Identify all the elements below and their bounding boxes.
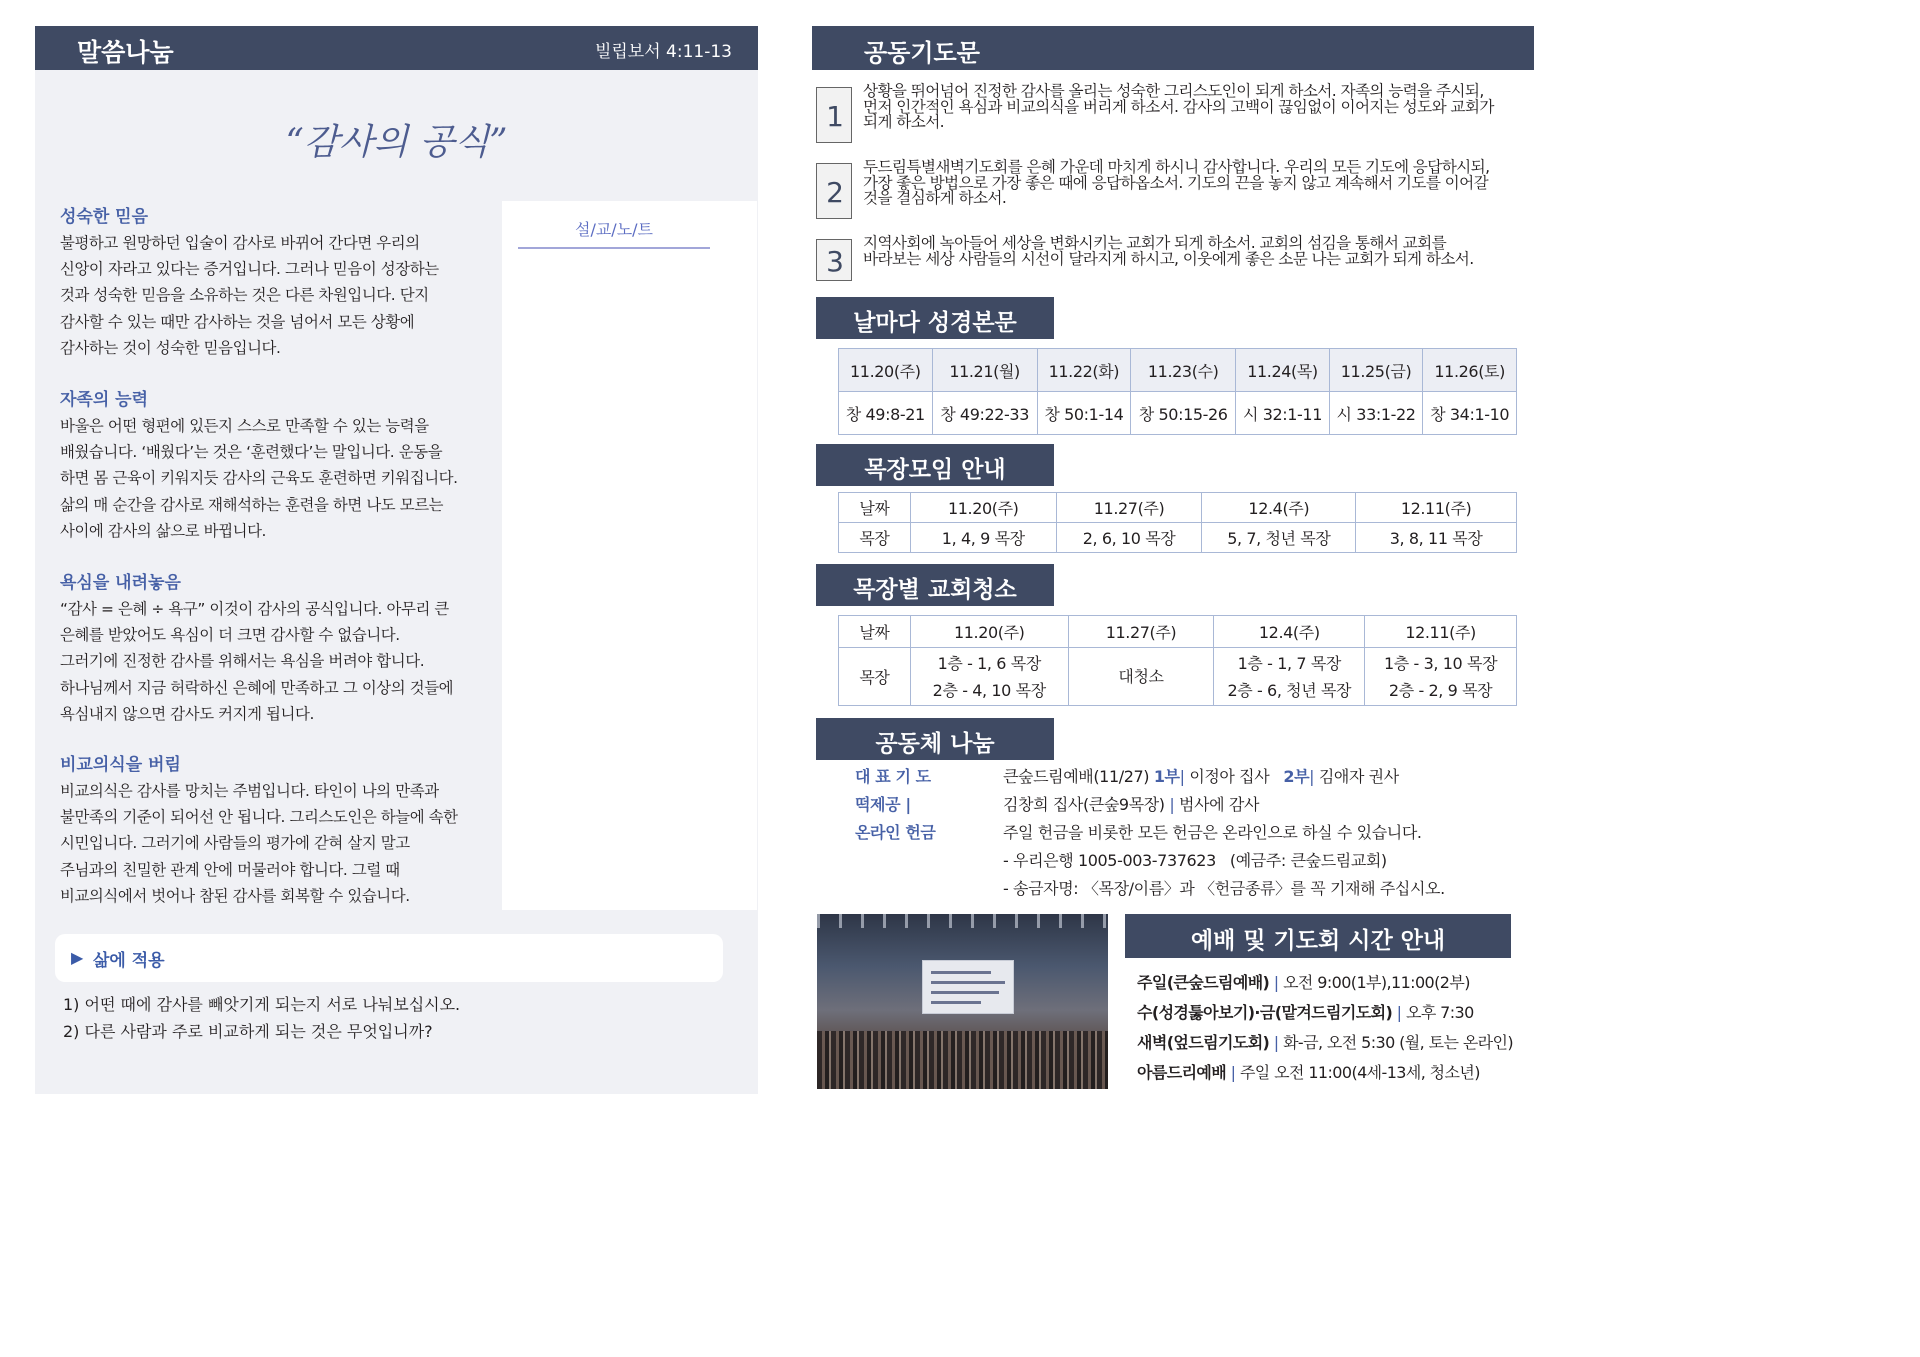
passage-cell: 창 49:8-21 — [839, 392, 933, 435]
assignment-line: 1층 - 1, 6 목장 — [937, 653, 1041, 673]
body-line: 주님과의 친밀한 관계 안에 머물러야 합니다. 그럴 때 — [60, 860, 400, 879]
section-title: 욕심을 내려놓음 — [60, 573, 181, 593]
passage-cell: 창 34:1-10 — [1423, 392, 1517, 435]
assignment-line: 1층 - 3, 10 목장 — [1384, 653, 1498, 673]
sermon-title: “감사의 공식” — [285, 122, 508, 163]
church-cleaning-header — [816, 564, 1054, 606]
online-offering-line: - 우리은행 1005-003-737623 (예금주: 큰숲드림교회) — [1003, 851, 1387, 870]
passage-cell: 시 33:1-22 — [1329, 392, 1423, 435]
worship-time: 오후 7:30 — [1405, 1003, 1474, 1022]
prayer-line: 가장 좋은 방법으로 가장 좋은 때에 응답하옵소서. 기도의 끈을 놓지 않고 계속해서 기도를 이어갈 — [863, 173, 1489, 192]
prayer-number-box — [816, 239, 852, 281]
online-offering-line: 주일 헌금을 비롯한 모든 헌금은 온라인으로 하실 수 있습니다. — [1003, 823, 1422, 842]
prayer-text — [863, 84, 1539, 131]
church-cleaning-table — [838, 615, 1517, 706]
body-line: 바울은 어떤 형편에 있든지 스스로 만족할 수 있는 능력을 — [60, 417, 429, 435]
body-line: 것과 성숙한 믿음을 소유하는 것은 다른 차원입니다. 단지 — [60, 286, 429, 305]
worship-item: 주일(큰숲드림예배) | 오전 9:00(1부),11:00(2부) — [1137, 973, 1470, 992]
section-body — [60, 413, 485, 544]
row-label: 날짜 — [839, 616, 911, 648]
rice-cake-donor: 김창희 집사(큰숲9목장) — [1003, 795, 1165, 814]
body-line: 그러기에 진정한 감사를 위해서는 욕심을 버려야 합니다. — [60, 652, 425, 671]
prayer-number: 2 — [826, 176, 844, 209]
prayer-line: 지역사회에 녹아들어 세상을 변화시키는 교회가 되게 하소서. 교회의 섬김을 통해서 교회를 — [863, 234, 1447, 252]
group-cell: 2, 6, 10 목장 — [1056, 523, 1202, 553]
worship-item: 아름드리예배 | 주일 오전 11:00(4세-13세, 청소년) — [1137, 1063, 1480, 1082]
representative-prayer-label: 대 표 기 도 — [855, 767, 931, 786]
apply-label: 삶에 적용 — [93, 951, 165, 971]
worship-item: 새벽(엎드림기도회) | 화-금, 오전 5:30 (월, 토는 온라인) — [1137, 1033, 1514, 1052]
date-cell: 11.20(주) — [839, 349, 933, 392]
date-cell: 11.20(주) — [910, 493, 1056, 523]
online-offering-label: 온라인 헌금 — [855, 823, 936, 842]
worship-name: 아름드리예배 — [1137, 1063, 1227, 1082]
table-row — [839, 392, 1517, 435]
crowd — [817, 1031, 1108, 1089]
body-line: 배웠습니다. ‘배웠다’는 것은 ‘훈련했다’는 말입니다. 운동을 — [60, 443, 443, 462]
online-offering-line: - 송금자명: 〈목장/이름〉과 〈헌금종류〉를 꼭 기재해 주십시오. — [1003, 879, 1445, 898]
prayer-number-box — [816, 163, 852, 219]
prayer-line: 먼저 인간적인 욕심과 비교의식을 버리게 하소서. 감사의 고백이 끊임없이 이어지는 성도와 교회가 — [863, 97, 1494, 116]
worship-time: 오전 9:00(1부),11:00(2부) — [1283, 973, 1470, 992]
body-line: 신앙이 자라고 있다는 증거입니다. 그러나 믿음이 성장하는 — [60, 260, 439, 279]
part2-label: 2부 — [1283, 767, 1310, 786]
mokjang-meeting-title: 목장모임 안내 — [864, 457, 1006, 483]
rice-cake-label: 떡제공 | — [855, 795, 911, 814]
sermon-section — [60, 754, 485, 909]
worship-times-title: 예배 및 기도회 시간 안내 — [1190, 928, 1446, 954]
community-sharing-header — [816, 718, 1054, 760]
part2-name: 김애자 권사 — [1318, 767, 1399, 786]
body-line: 시민입니다. 그러기에 사람들의 평가에 갇혀 살지 말고 — [60, 834, 410, 853]
worship-name: 수(성경툻아보기)·금(맡겨드림기도회) — [1137, 1003, 1393, 1022]
row-label: 목장 — [839, 523, 911, 553]
prayer-number: 3 — [826, 245, 844, 278]
passage-cell: 시 32:1-11 — [1236, 392, 1330, 435]
table-row — [839, 616, 1517, 648]
prayer-line: 두드림특별새벽기도회를 은혜 가운데 마치게 하시니 감사합니다. 우리의 모든 기도에 응답하시되, — [863, 158, 1490, 176]
assignment-line: 1층 - 1, 7 목장 — [1237, 653, 1341, 673]
prayer-number: 1 — [826, 100, 844, 133]
sermon-note-box[interactable] — [502, 201, 757, 910]
service-name: 큰숲드림예배(11/27) — [1003, 767, 1150, 786]
date-cell: 12.4(주) — [1202, 493, 1356, 523]
body-line: 비교의식에서 벗어나 참된 감사를 회복할 수 있습니다. — [60, 886, 410, 905]
sermon-section — [60, 572, 485, 727]
body-line: “감사 = 은혜 ÷ 욕구” 이것이 감사의 공식입니다. 아무리 큰 — [60, 600, 449, 618]
sermon-header-title: 말씀나눔 — [77, 38, 174, 67]
daily-bible-header — [816, 297, 1054, 339]
table-row — [839, 523, 1517, 553]
scripture-reference: 빌립보서 4:11-13 — [594, 42, 732, 62]
section-title: 비교의식을 버림 — [60, 755, 181, 775]
church-cleaning-title: 목장별 교회청소 — [853, 577, 1017, 603]
rice-cake-note: 범사에 감사 — [1179, 795, 1259, 814]
body-line: 삶의 매 순간을 감사로 재해석하는 훈련을 하면 나도 모르는 — [60, 495, 444, 514]
prayer-line: 되게 하소서. — [863, 113, 945, 132]
section-body — [60, 778, 485, 909]
passage-cell: 창 49:22-33 — [932, 392, 1037, 435]
date-cell: 11.22(화) — [1037, 349, 1131, 392]
worship-name: 주일(큰숲드림예배) — [1137, 973, 1270, 992]
table-row — [839, 493, 1517, 523]
assignment-cell — [910, 648, 1068, 706]
date-cell: 12.4(주) — [1214, 616, 1365, 648]
date-cell: 12.11(주) — [1356, 493, 1517, 523]
prayer-text — [863, 160, 1539, 207]
section-title: 자족의 능력 — [60, 390, 149, 410]
worship-times-header — [1125, 914, 1511, 958]
worship-time: 주일 오전 11:00(4세-13세, 청소년) — [1239, 1063, 1480, 1082]
assignment-line: 2층 - 2, 9 목장 — [1388, 680, 1493, 700]
table-row — [839, 349, 1517, 392]
date-cell: 11.27(주) — [1068, 616, 1214, 648]
date-cell: 12.11(주) — [1365, 616, 1517, 648]
section-title: 성숙한 믿음 — [60, 207, 149, 227]
prayer-line: 바라보는 세상 사람들의 시선이 달라지게 하시고, 이웃에게 좋은 소문 나는 교회가 되게 하소서. — [863, 249, 1474, 268]
sermon-sharing-page — [35, 26, 758, 1094]
date-cell: 11.26(토) — [1423, 349, 1517, 392]
date-cell: 11.20(주) — [910, 616, 1068, 648]
prayer-line: 상황을 뛰어넘어 진정한 감사를 올리는 성숙한 그리스도인이 되게 하소서. 자족의 능력을 주시되, — [863, 82, 1484, 100]
common-prayer-header — [812, 26, 1534, 70]
question-item: 2) 다른 사람과 주로 비교하게 되는 것은 무엇입니까? — [63, 1022, 433, 1041]
ceiling-lights — [817, 914, 1108, 928]
table-row — [839, 648, 1517, 706]
body-line: 불평하고 원망하던 입술이 감사로 바뀌어 간다면 우리의 — [60, 234, 420, 252]
body-line: 사이에 감사의 삶으로 바뀝니다. — [60, 521, 267, 540]
assignment-line: 2층 - 4, 10 목장 — [932, 680, 1046, 700]
row-label: 목장 — [839, 648, 911, 706]
sermon-header — [35, 26, 758, 70]
assignment-cell — [1068, 648, 1214, 706]
part1-name: 이정아 집사 — [1189, 767, 1270, 786]
part1-label: 1부 — [1153, 767, 1180, 786]
prayer-number-box — [816, 87, 852, 143]
assignment-line: 2층 - 6, 청년 목장 — [1227, 680, 1352, 700]
row-label: 날짜 — [839, 493, 911, 523]
date-cell: 11.25(금) — [1329, 349, 1423, 392]
passage-cell: 창 50:15-26 — [1131, 392, 1236, 435]
date-cell: 11.27(주) — [1056, 493, 1202, 523]
body-line: 불만족의 기준이 되어선 안 됩니다. 그리스도인은 하늘에 속한 — [60, 808, 458, 827]
group-cell: 1, 4, 9 목장 — [910, 523, 1056, 553]
prayer-text — [863, 236, 1539, 267]
representative-prayer-value: 큰숲드림예배(11/27) 1부| 이정아 집사 2부| 김애자 권사 — [1003, 767, 1399, 786]
body-line: 감사하는 것이 성숙한 믿음입니다. — [60, 338, 281, 357]
group-cell: 3, 8, 11 목장 — [1356, 523, 1517, 553]
daily-bible-title: 날마다 성경본문 — [853, 310, 1017, 336]
assignment-cell — [1214, 648, 1365, 706]
mokjang-meeting-header — [816, 444, 1054, 486]
life-application-box — [55, 934, 723, 982]
worship-name: 새벽(엎드림기도회) — [1137, 1033, 1270, 1052]
worship-item: 수(성경툻아보기)·금(맡겨드림기도회) | 오후 7:30 — [1137, 1003, 1474, 1022]
body-line: 비교의식은 감사를 망치는 주범입니다. 타인이 나의 만족과 — [60, 782, 439, 800]
section-body — [60, 230, 485, 361]
question-item: 1) 어떤 때에 감사를 빼앗기게 되는지 서로 나눠보십시오. — [63, 995, 461, 1014]
assignment-cell — [1365, 648, 1517, 706]
note-title: 설/교/노/트 — [575, 220, 653, 239]
stage-screen — [922, 960, 1014, 1014]
assignment-line: 대청소 — [1118, 667, 1164, 686]
community-sharing-title: 공동체 나눔 — [875, 731, 995, 757]
note-divider — [518, 247, 710, 249]
congregation-photo — [817, 914, 1108, 1089]
date-cell: 11.21(월) — [932, 349, 1037, 392]
application-questions — [63, 991, 460, 1045]
group-cell: 5, 7, 청년 목장 — [1202, 523, 1356, 553]
rice-cake-value: 김창희 집사(큰숲9목장) | 범사에 감사 — [1003, 795, 1259, 814]
body-line: 감사할 수 있는 때만 감사하는 것을 넘어서 모든 상황에 — [60, 312, 415, 331]
body-line: 욕심내지 않으면 감사도 커지게 됩니다. — [60, 704, 314, 723]
daily-bible-table — [838, 348, 1517, 435]
section-body — [60, 596, 485, 727]
body-line: 하나님께서 지금 허락하신 은혜에 만족하고 그 이상의 것들에 — [60, 678, 454, 697]
body-line: 하면 몸 근육이 키워지듯 감사의 근육도 훈련하면 키워집니다. — [60, 469, 458, 488]
prayer-line: 것을 결심하게 하소서. — [863, 189, 1007, 208]
passage-cell: 창 50:1-14 — [1037, 392, 1131, 435]
worship-time: 화-금, 오전 5:30 (월, 토는 온라인) — [1283, 1033, 1514, 1052]
body-line: 은혜를 받았어도 욕심이 더 크면 감사할 수 없습니다. — [60, 626, 400, 645]
common-prayer-title: 공동기도문 — [864, 39, 980, 67]
sermon-section — [60, 206, 485, 361]
play-triangle-icon: ▶ — [71, 948, 84, 967]
sermon-section — [60, 389, 485, 544]
date-cell: 11.23(수) — [1131, 349, 1236, 392]
date-cell: 11.24(목) — [1236, 349, 1330, 392]
mokjang-meeting-table — [838, 492, 1517, 553]
